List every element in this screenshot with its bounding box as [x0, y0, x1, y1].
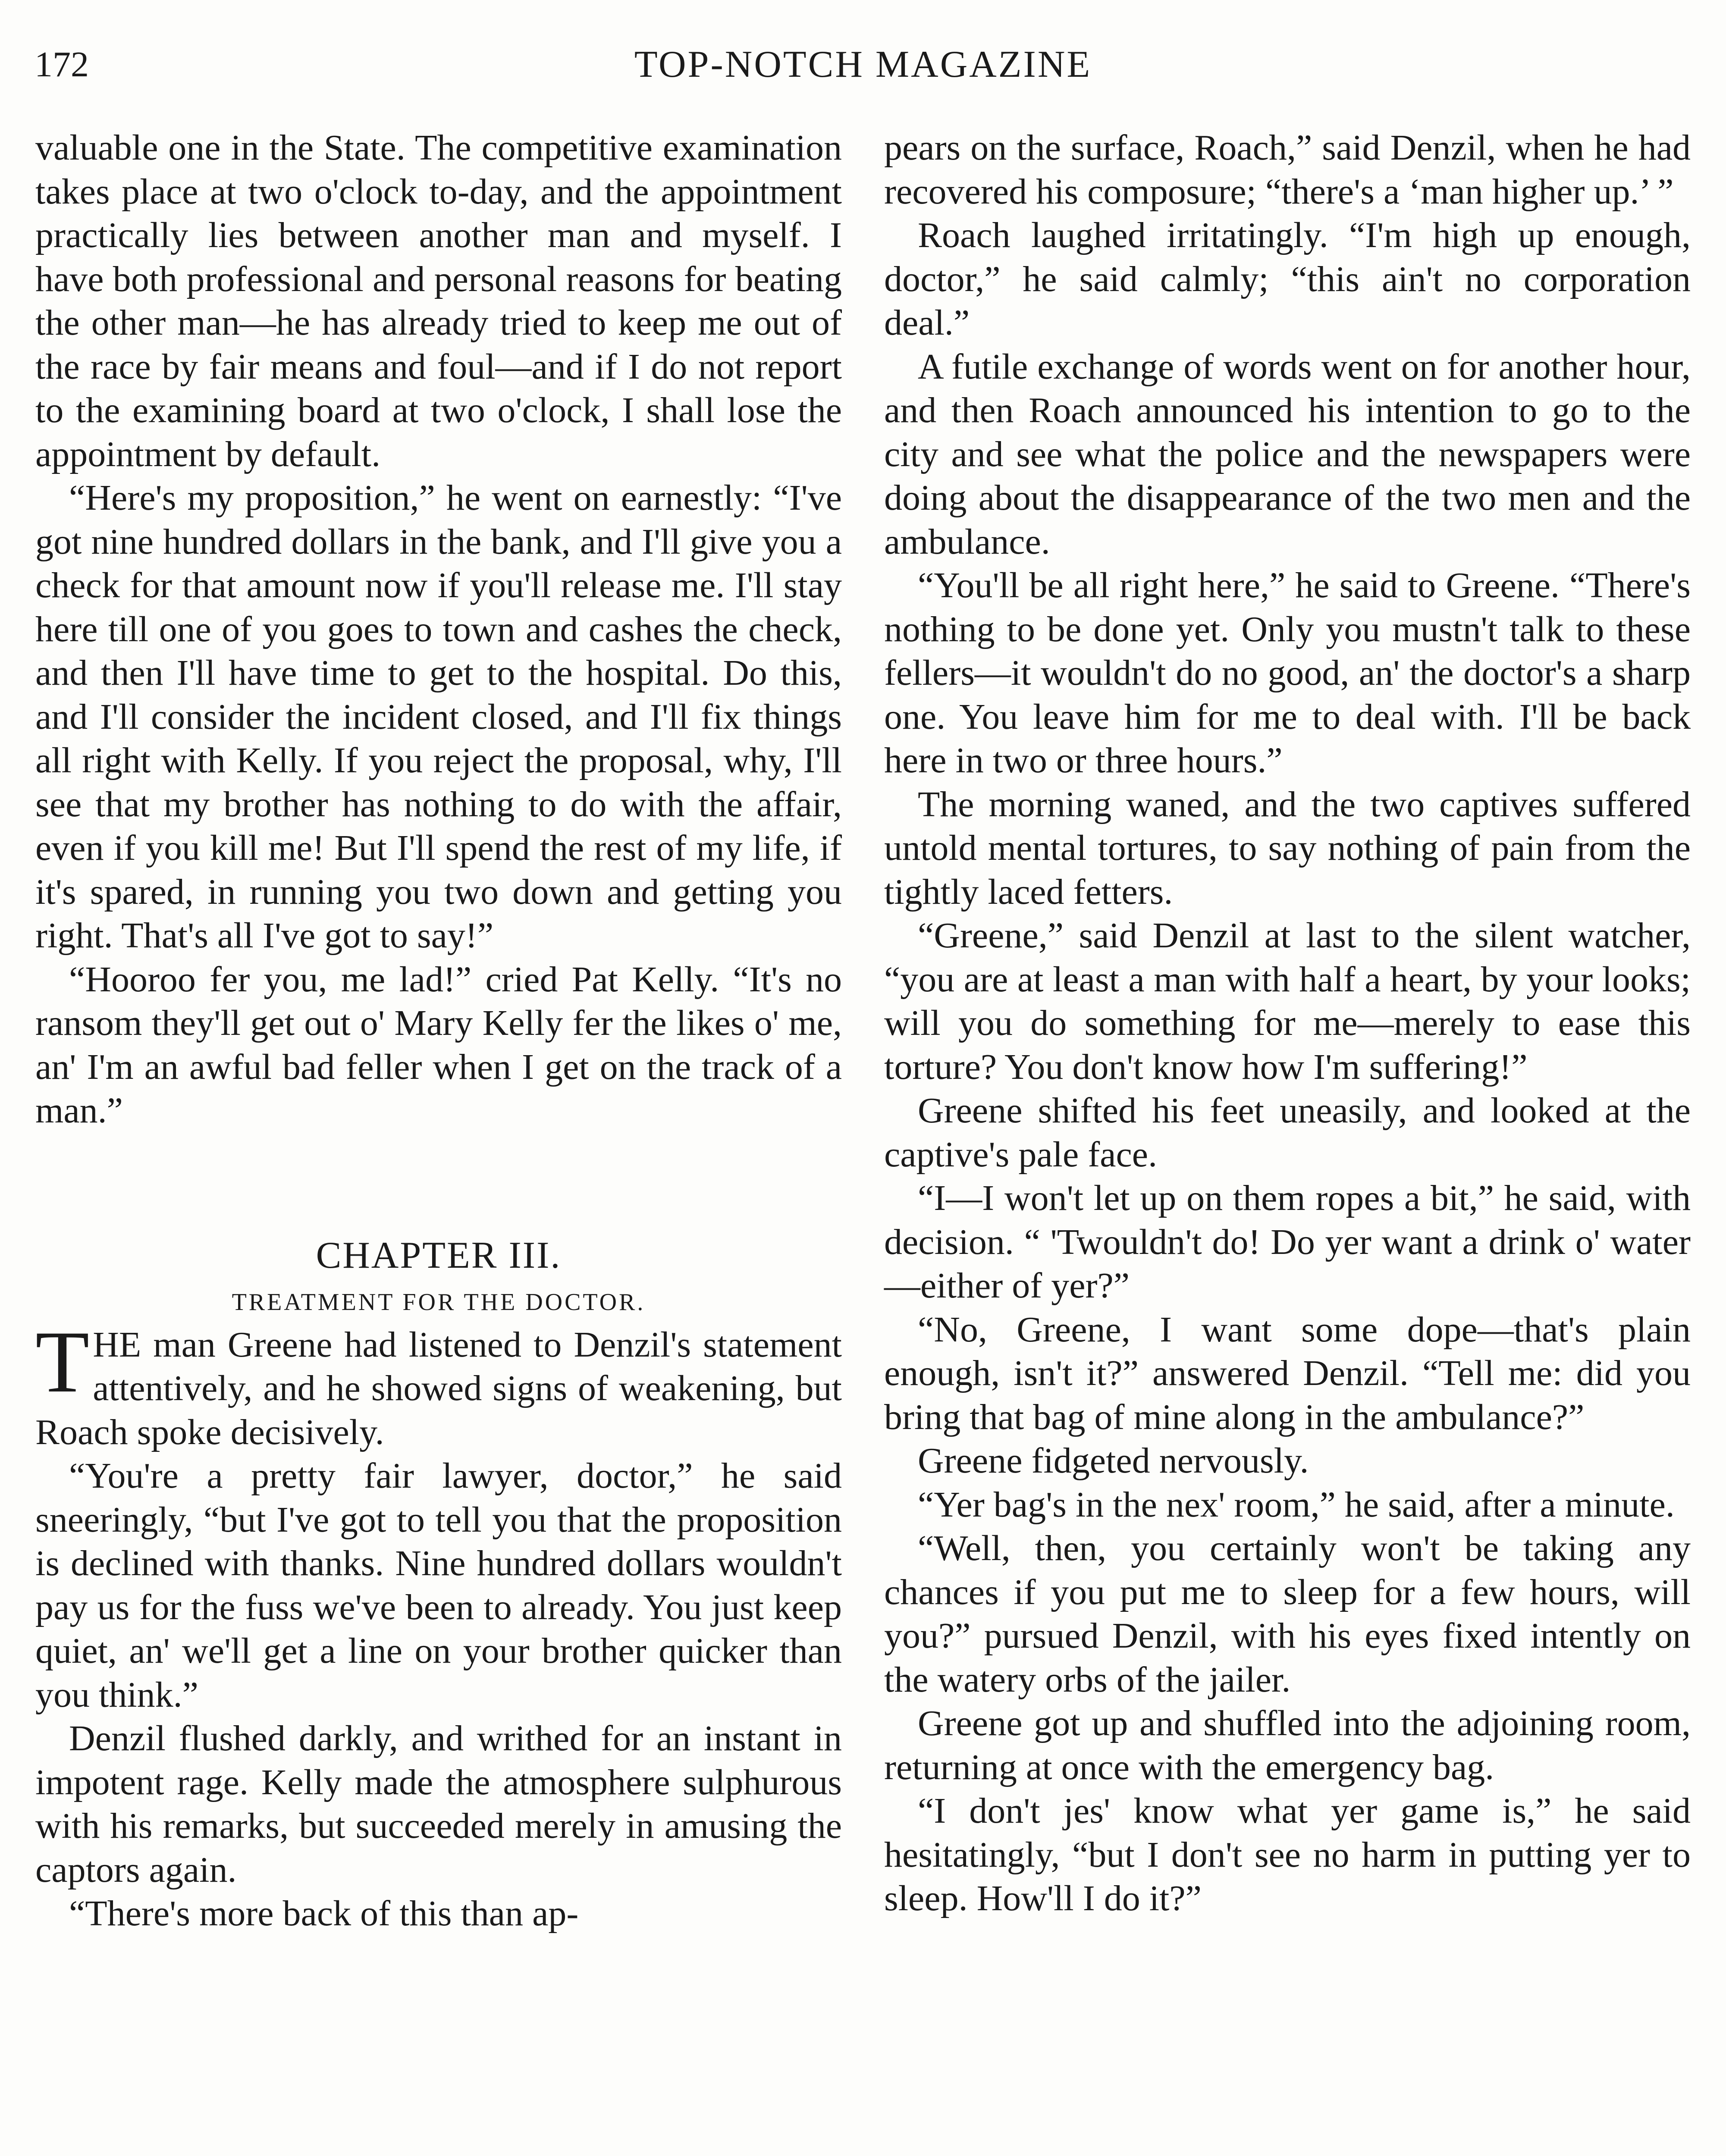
paragraph: “Greene,” said Denzil at last to the silent watcher, “you are at least a man with half a heart, by your looks; will you do something for me—merely to ease this torture? You don't know how I'm suffering!”: [884, 915, 1691, 1087]
running-title: TOP-NOTCH MAGAZINE: [634, 44, 1092, 85]
paragraph: “I—I won't let up on them ropes a bit,” he said, with decision. “ 'Twouldn't do! Do yer want a drink o' water—either of yer?”: [884, 1178, 1691, 1306]
paragraph: The morning waned, and the two captives suffered untold mental tortures, to say nothing of pain from the tightly laced fetters.: [884, 784, 1691, 912]
chapter-subtitle: TREATMENT FOR THE DOCTOR.: [232, 1288, 646, 1316]
paragraph: “Well, then, you certainly won't be taking any chances if you put me to sleep for a few hours, will you?” pursued Denzil, with his eyes fixed intently on the watery orbs of the jailer.: [884, 1528, 1691, 1700]
right-column: [884, 126, 1691, 1921]
paragraph: “Here's my proposition,” he went on earnestly: “I've got nine hundred dollars in the bank, and I'll give you a check for that amount now if you'll release me. I'll stay here till one of you goes to town and cashes the check, and then I'll have time to get to the hospital. Do this, and I'll consider the incident closed, and I'll fix things all right with Kelly. If you reject the proposal, why, I'll see that my brother has nothing to do with the affair, even if you kill me! But I'll spend the rest of my life, if it's spared, in running you two down and getting you right. That's all I've got to say!”: [35, 478, 842, 956]
paragraph: A futile exchange of words went on for another hour, and then Roach announced his intention to go to the city and see what the police and the newspapers were doing about the disappearance of the two men and the ambulance.: [884, 346, 1691, 562]
paragraph: Greene fidgeted nervously.: [918, 1441, 1309, 1481]
paragraph: Greene shifted his feet uneasily, and looked at the captive's pale face.: [884, 1091, 1691, 1175]
paragraph: Greene got up and shuffled into the adjoining room, returning at once with the emergency bag.: [884, 1703, 1691, 1787]
paragraph: Denzil flushed darkly, and writhed for an instant in impotent rage. Kelly made the atmosphere sulphurous with his remarks, but succeeded merely in amusing the captors again.: [35, 1718, 842, 1890]
paragraph: “I don't jes' know what yer game is,” he said hesitatingly, “but I don't see no harm in putting yer to sleep. How'll I do it?”: [884, 1791, 1691, 1918]
paragraph: “Yer bag's in the nex' room,” he said, after a minute.: [918, 1484, 1675, 1525]
paragraph: “No, Greene, I want some dope—that's plain enough, isn't it?” answered Denzil. “Tell me: did you bring that bag of mine along in the ambulance?”: [884, 1309, 1691, 1437]
paragraph: “Hooroo fer you, me lad!” cried Pat Kelly. “It's no ransom they'll get out o' Mary Kelly fer the likes o' me, an' I'm an awful bad feller when I get on the track of a man.”: [35, 959, 842, 1131]
left-column: [35, 126, 842, 1936]
paragraph: valuable one in the State. The competitive examination takes place at two o'clock to-day, and the appointment practically lies between another man and myself. I have both professional and personal reasons for beating the other man—he has already tried to keep me out of the race by fair means and foul—and if I do not report to the examining board at two o'clock, I shall lose the appointment by default.: [35, 128, 842, 474]
paragraph: “There's more back of this than ap-: [69, 1893, 579, 1934]
paragraph: pears on the surface, Roach,” said Denzil, when he had recovered his composure; “there's a ‘man higher up.’ ”: [884, 128, 1691, 212]
chapter-opening-paragraph: THE man Greene had listened to Denzil's statement attentively, and he showed signs of weakening, but Roach spoke decisively.: [35, 1313, 842, 1452]
paragraph: Roach laughed irritatingly. “I'm high up enough, doctor,” he said calmly; “this ain't no corporation deal.”: [884, 215, 1691, 343]
page-header: [35, 41, 1691, 88]
chapter-title: CHAPTER III.: [316, 1234, 562, 1276]
page-number: 172: [35, 44, 89, 85]
paragraph: “You're a pretty fair lawyer, doctor,” he said sneeringly, “but I've got to tell you that the proposition is declined with thanks. Nine hundred dollars wouldn't pay us for the fuss we've been to already. You just keep quiet, an' we'll get a line on your brother quicker than you think.”: [35, 1456, 842, 1715]
paragraph: “You'll be all right here,” he said to Greene. “There's nothing to be done yet. Only you mustn't talk to these fellers—it wouldn't do no good, an' the doctor's a sharp one. You leave him for me to deal with. I'll be back here in two or three hours.”: [884, 565, 1691, 780]
chapter-heading: [35, 1230, 842, 1323]
